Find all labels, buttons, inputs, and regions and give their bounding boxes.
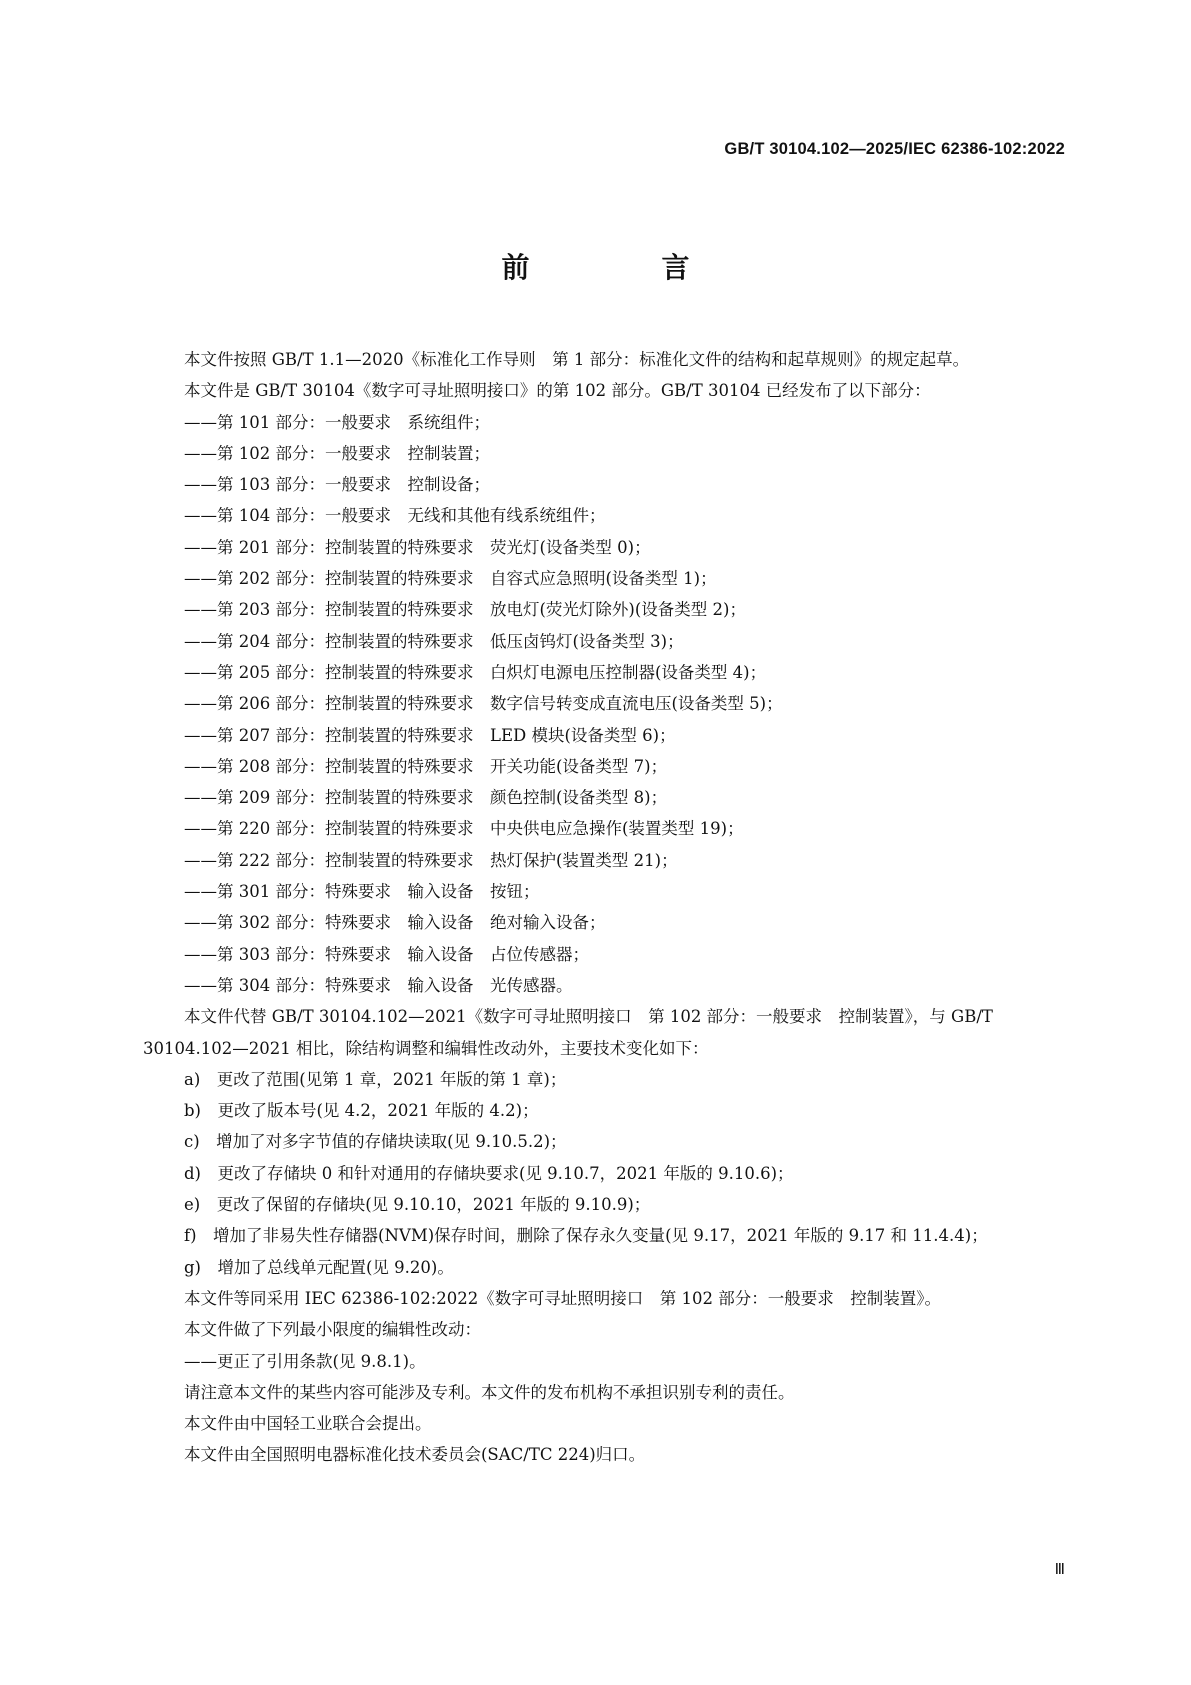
part-item: ——第 204 部分：控制装置的特殊要求 低压卤钨灯(设备类型 3)； — [184, 631, 684, 651]
edits-intro: 本文件做了下列最小限度的编辑性改动： — [184, 1320, 481, 1340]
change-item: a) 更改了范围(见第 1 章，2021 年版的第 1 章)； — [184, 1069, 567, 1089]
part-item: ——第 304 部分：特殊要求 输入设备 光传感器。 — [184, 975, 573, 995]
part-item: ——第 202 部分：控制装置的特殊要求 自容式应急照明(设备类型 1)； — [184, 569, 717, 589]
series-paragraph: 本文件是 GB/T 30104《数字可寻址照明接口》的第 102 部分。GB/T 30104 已经发布了以下部分： — [184, 381, 931, 401]
part-item: ——第 201 部分：控制装置的特殊要求 荧光灯(设备类型 0)； — [184, 537, 651, 557]
adoption-paragraph: 本文件等同采用 IEC 62386-102:2022《数字可寻址照明接口 第 102 部分：一般要求 控制装置》。 — [184, 1288, 942, 1308]
part-item: ——第 222 部分：控制装置的特殊要求 热灯保护(装置类型 21)； — [184, 850, 678, 870]
part-item: ——第 205 部分：控制装置的特殊要求 白炽灯电源电压控制器(设备类型 4)； — [184, 662, 767, 682]
proposed-by: 本文件由中国轻工业联合会提出。 — [184, 1414, 432, 1434]
page-title: 前 言 — [501, 251, 742, 284]
part-item: ——第 208 部分：控制装置的特殊要求 开关功能(设备类型 7)； — [184, 756, 668, 776]
edit-item: ——更正了引用条款(见 9.8.1)。 — [184, 1351, 426, 1371]
standard-code-header: GB/T 30104.102—2025/IEC 62386-102:2022 — [724, 140, 1065, 158]
part-item: ——第 103 部分：一般要求 控制设备； — [184, 475, 490, 495]
part-item: ——第 206 部分：控制装置的特殊要求 数字信号转变成直流电压(设备类型 5)； — [184, 694, 783, 714]
part-item: ——第 302 部分：特殊要求 输入设备 绝对输入设备； — [184, 913, 606, 933]
change-item: c) 增加了对多字节值的存储块读取(见 9.10.5.2)； — [184, 1132, 567, 1152]
change-item: g) 增加了总线单元配置(见 9.20)。 — [184, 1257, 454, 1277]
change-item: b) 更改了版本号(见 4.2，2021 年版的 4.2)； — [184, 1101, 539, 1121]
preface-body — [143, 344, 1065, 1471]
part-item: ——第 303 部分：特殊要求 输入设备 占位传感器； — [184, 944, 589, 964]
change-item: d) 更改了存储块 0 和针对通用的存储块要求(见 9.10.7，2021 年版的 9.10.6)； — [184, 1163, 794, 1183]
patent-notice: 请注意本文件的某些内容可能涉及专利。本文件的发布机构不承担识别专利的责任。 — [184, 1382, 795, 1402]
replace-paragraph: 本文件代替 GB/T 30104.102—2021《数字可寻址照明接口 第 102 部分：一般要求 控制装置》，与 GB/T 30104.102—2021 相比，除结构调整和编辑性改动外，主要技术变化如下： — [143, 1007, 993, 1058]
part-item: ——第 220 部分：控制装置的特殊要求 中央供电应急操作(装置类型 19)； — [184, 819, 744, 839]
page-number: Ⅲ — [1054, 1562, 1065, 1578]
part-item: ——第 101 部分：一般要求 系统组件； — [184, 412, 490, 432]
part-item: ——第 104 部分：一般要求 无线和其他有线系统组件； — [184, 506, 606, 526]
part-item: ——第 102 部分：一般要求 控制装置； — [184, 443, 490, 463]
managed-by: 本文件由全国照明电器标准化技术委员会(SAC/TC 224)归口。 — [184, 1445, 646, 1465]
part-item: ——第 209 部分：控制装置的特殊要求 颜色控制(设备类型 8)； — [184, 788, 668, 808]
part-item: ——第 207 部分：控制装置的特殊要求 LED 模块(设备类型 6)； — [184, 725, 676, 745]
intro-paragraph: 本文件按照 GB/T 1.1—2020《标准化工作导则 第 1 部分：标准化文件的结构和起草规则》的规定起草。 — [184, 350, 970, 369]
change-item: e) 更改了保留的存储块(见 9.10.10，2021 年版的 9.10.9)； — [184, 1195, 651, 1215]
part-item: ——第 301 部分：特殊要求 输入设备 按钮； — [184, 882, 540, 902]
part-item: ——第 203 部分：控制装置的特殊要求 放电灯(荧光灯除外)(设备类型 2)； — [184, 600, 746, 620]
change-item: f) 增加了非易失性存储器(NVM)保存时间，删除了保存永久变量(见 9.17，2021 年版的 9.17 和 11.4.4)； — [184, 1226, 988, 1246]
